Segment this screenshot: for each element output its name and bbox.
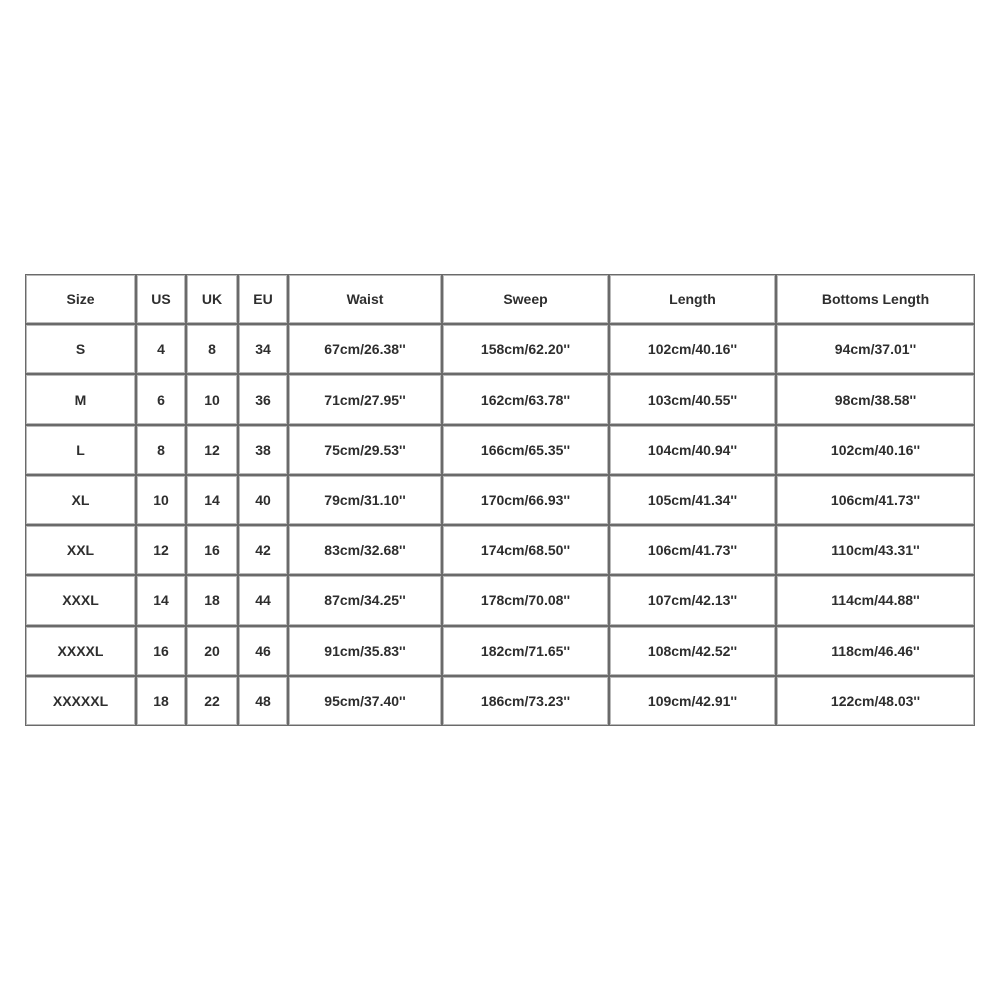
cell-us: 8 <box>136 425 186 475</box>
cell-us: 12 <box>136 525 186 575</box>
cell-bottoms-length: 102cm/40.16'' <box>776 425 975 475</box>
cell-length: 104cm/40.94'' <box>609 425 776 475</box>
cell-us: 4 <box>136 324 186 374</box>
cell-uk: 16 <box>186 525 238 575</box>
cell-waist: 79cm/31.10'' <box>288 475 442 525</box>
table-row <box>25 626 975 676</box>
cell-waist: 95cm/37.40'' <box>288 676 442 726</box>
cell-sweep: 174cm/68.50'' <box>442 525 609 575</box>
table-row <box>25 676 975 726</box>
cell-uk: 12 <box>186 425 238 475</box>
cell-size: XXXXXL <box>25 676 136 726</box>
cell-length: 107cm/42.13'' <box>609 575 776 625</box>
cell-length: 102cm/40.16'' <box>609 324 776 374</box>
header-cell-length: Length <box>609 274 776 324</box>
header-cell-waist: Waist <box>288 274 442 324</box>
cell-length: 105cm/41.34'' <box>609 475 776 525</box>
cell-sweep: 178cm/70.08'' <box>442 575 609 625</box>
cell-length: 109cm/42.91'' <box>609 676 776 726</box>
cell-eu: 36 <box>238 374 288 424</box>
header-cell-bottoms-length: Bottoms Length <box>776 274 975 324</box>
header-cell-uk: UK <box>186 274 238 324</box>
cell-uk: 10 <box>186 374 238 424</box>
cell-eu: 48 <box>238 676 288 726</box>
header-cell-us: US <box>136 274 186 324</box>
cell-us: 16 <box>136 626 186 676</box>
cell-waist: 75cm/29.53'' <box>288 425 442 475</box>
size-chart-table <box>25 274 975 726</box>
table-row <box>25 525 975 575</box>
table-row <box>25 475 975 525</box>
cell-bottoms-length: 122cm/48.03'' <box>776 676 975 726</box>
cell-waist: 91cm/35.83'' <box>288 626 442 676</box>
table-row <box>25 324 975 374</box>
cell-us: 6 <box>136 374 186 424</box>
cell-waist: 83cm/32.68'' <box>288 525 442 575</box>
cell-size: L <box>25 425 136 475</box>
cell-bottoms-length: 94cm/37.01'' <box>776 324 975 374</box>
cell-length: 103cm/40.55'' <box>609 374 776 424</box>
cell-eu: 40 <box>238 475 288 525</box>
cell-waist: 87cm/34.25'' <box>288 575 442 625</box>
cell-uk: 20 <box>186 626 238 676</box>
cell-waist: 71cm/27.95'' <box>288 374 442 424</box>
cell-bottoms-length: 106cm/41.73'' <box>776 475 975 525</box>
cell-uk: 14 <box>186 475 238 525</box>
cell-sweep: 166cm/65.35'' <box>442 425 609 475</box>
cell-size: M <box>25 374 136 424</box>
table-row <box>25 575 975 625</box>
cell-us: 10 <box>136 475 186 525</box>
cell-size: XXL <box>25 525 136 575</box>
cell-us: 14 <box>136 575 186 625</box>
cell-uk: 22 <box>186 676 238 726</box>
cell-eu: 38 <box>238 425 288 475</box>
header-cell-size: Size <box>25 274 136 324</box>
cell-uk: 8 <box>186 324 238 374</box>
cell-size: XXXL <box>25 575 136 625</box>
cell-bottoms-length: 110cm/43.31'' <box>776 525 975 575</box>
cell-bottoms-length: 98cm/38.58'' <box>776 374 975 424</box>
cell-us: 18 <box>136 676 186 726</box>
cell-size: XL <box>25 475 136 525</box>
cell-sweep: 186cm/73.23'' <box>442 676 609 726</box>
cell-uk: 18 <box>186 575 238 625</box>
cell-length: 106cm/41.73'' <box>609 525 776 575</box>
cell-size: S <box>25 324 136 374</box>
header-row <box>25 274 975 324</box>
cell-sweep: 182cm/71.65'' <box>442 626 609 676</box>
cell-eu: 46 <box>238 626 288 676</box>
table-row <box>25 425 975 475</box>
cell-waist: 67cm/26.38'' <box>288 324 442 374</box>
cell-size: XXXXL <box>25 626 136 676</box>
cell-bottoms-length: 118cm/46.46'' <box>776 626 975 676</box>
cell-sweep: 162cm/63.78'' <box>442 374 609 424</box>
cell-length: 108cm/42.52'' <box>609 626 776 676</box>
header-cell-eu: EU <box>238 274 288 324</box>
table-row <box>25 374 975 424</box>
cell-sweep: 170cm/66.93'' <box>442 475 609 525</box>
header-cell-sweep: Sweep <box>442 274 609 324</box>
cell-eu: 44 <box>238 575 288 625</box>
cell-eu: 34 <box>238 324 288 374</box>
cell-sweep: 158cm/62.20'' <box>442 324 609 374</box>
cell-eu: 42 <box>238 525 288 575</box>
cell-bottoms-length: 114cm/44.88'' <box>776 575 975 625</box>
